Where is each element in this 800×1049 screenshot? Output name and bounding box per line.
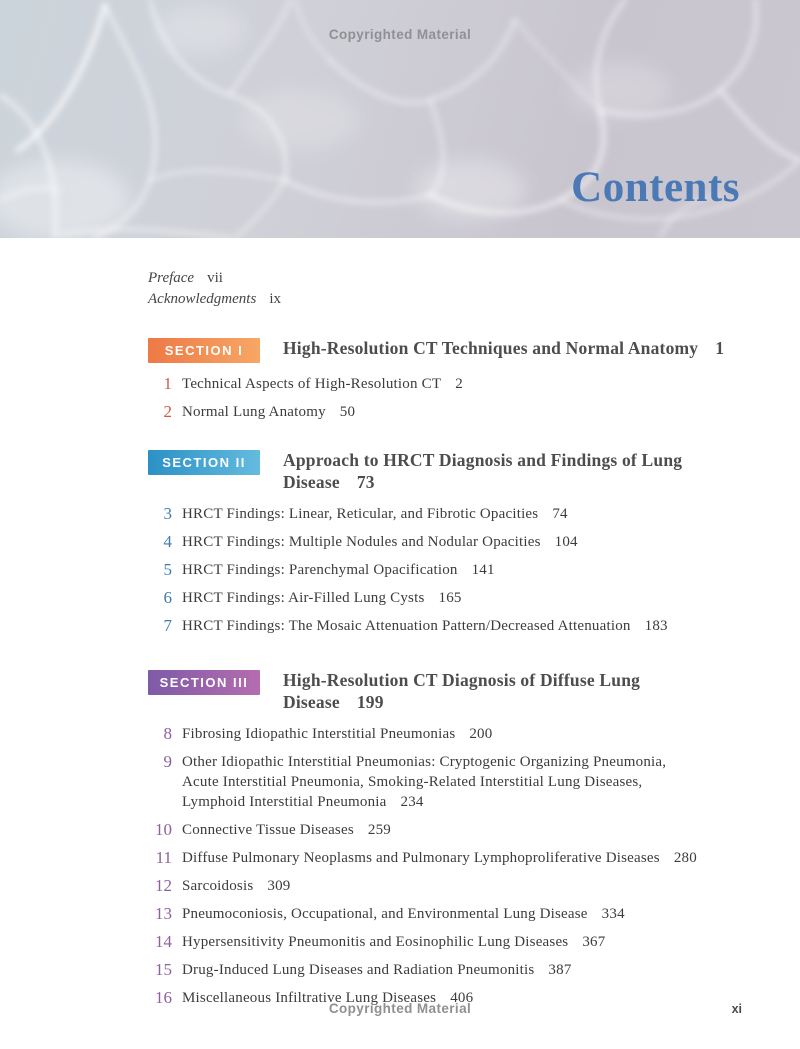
chapter-text xyxy=(182,848,697,868)
chapter-number: 9 xyxy=(163,752,172,771)
chapter-title: Diffuse Pulmonary Neoplasms and Pulmonary Lymphoproliferative Diseases xyxy=(182,850,660,866)
chapter-text xyxy=(182,616,668,636)
section-title xyxy=(283,336,724,360)
section-title-text: High-Resolution CT Techniques and Normal Anatomy xyxy=(283,338,699,358)
toc-chapter-entry xyxy=(148,588,748,608)
section-badge: SECTION I xyxy=(148,338,260,363)
section-page-number: 73 xyxy=(356,471,375,492)
chapter-title: Pneumoconiosis, Occupational, and Environmental Lung Disease xyxy=(182,906,588,922)
chapter-number: 15 xyxy=(155,960,172,979)
toc-chapter-entry xyxy=(148,876,748,896)
chapter-number: 1 xyxy=(163,374,172,393)
section-header xyxy=(148,448,748,493)
chapter-text xyxy=(182,724,492,744)
chapter-title: Connective Tissue Diseases xyxy=(182,822,354,838)
section-title xyxy=(283,668,733,713)
chapter-text xyxy=(182,752,666,812)
chapter-page-number: 259 xyxy=(367,822,391,838)
toc-chapter-entry xyxy=(148,504,748,524)
toc-section xyxy=(148,448,748,644)
chapter-title: Drug-Induced Lung Diseases and Radiation Pneumonitis xyxy=(182,962,535,978)
toc-chapter-entry xyxy=(148,932,748,952)
toc-section xyxy=(148,336,748,430)
chapter-text xyxy=(182,532,578,552)
toc-chapter-entry xyxy=(148,724,748,744)
chapter-title: Sarcoidosis xyxy=(182,878,254,894)
chapter-page-number: 234 xyxy=(400,794,424,810)
toc-section xyxy=(148,668,748,1016)
chapter-text xyxy=(182,932,605,952)
chapter-number: 2 xyxy=(163,402,172,421)
section-title-text: High-Resolution CT Diagnosis of Diffuse Lung Disease xyxy=(283,670,641,712)
toc-chapter-entry xyxy=(148,904,748,924)
chapter-page-number: 74 xyxy=(552,506,568,522)
chapter-text xyxy=(182,960,572,980)
chapter-page-number: 2 xyxy=(455,376,463,392)
chapter-title: HRCT Findings: Air-Filled Lung Cysts xyxy=(182,590,425,606)
chapter-number: 12 xyxy=(155,876,172,895)
chapter-title: Fibrosing Idiopathic Interstitial Pneumonias xyxy=(182,726,456,742)
folio-page-number: xi xyxy=(731,1002,742,1016)
section-title-text: Approach to HRCT Diagnosis and Findings of Lung Disease xyxy=(283,450,683,492)
section-header xyxy=(148,336,748,363)
chapter-number: 7 xyxy=(163,616,172,635)
front-matter-entry xyxy=(148,289,281,310)
chapter-number: 3 xyxy=(163,504,172,523)
chapter-title: HRCT Findings: Multiple Nodules and Nodular Opacities xyxy=(182,534,541,550)
chapter-title: Normal Lung Anatomy xyxy=(182,404,326,420)
toc-chapter-entry xyxy=(148,560,748,580)
front-matter-entry xyxy=(148,268,281,289)
chapter-title: HRCT Findings: Parenchymal Opacification xyxy=(182,562,458,578)
chapter-title: Hypersensitivity Pneumonitis and Eosinophilic Lung Diseases xyxy=(182,934,569,950)
chapter-page-number: 406 xyxy=(450,990,474,1006)
chapter-number: 13 xyxy=(155,904,172,923)
chapter-title: Other Idiopathic Interstitial Pneumonias: Cryptogenic Organizing Pneumonia, Acute Interstitial Pneumonia, Smoking-Related Interstitial Lung Diseases, Lymphoid Interstitial Pneumonia xyxy=(182,754,667,810)
chapter-number: 10 xyxy=(155,820,172,839)
chapter-list xyxy=(148,724,748,1008)
chapter-page-number: 50 xyxy=(339,404,356,420)
chapter-page-number: 183 xyxy=(644,618,668,634)
front-matter-title: Preface xyxy=(148,270,195,286)
chapter-list xyxy=(148,374,748,422)
chapter-number: 14 xyxy=(155,932,172,951)
chapter-text xyxy=(182,402,355,422)
section-badge: SECTION II xyxy=(148,450,260,475)
chapter-page-number: 367 xyxy=(582,934,606,950)
chapter-page-number: 104 xyxy=(554,534,578,550)
section-header xyxy=(148,668,748,713)
section-page-number: 199 xyxy=(356,691,384,712)
chapter-text xyxy=(182,904,625,924)
section-badge: SECTION III xyxy=(148,670,260,695)
chapter-text xyxy=(182,820,391,840)
chapter-number: 6 xyxy=(163,588,172,607)
chapter-text xyxy=(182,588,462,608)
chapter-title: HRCT Findings: Linear, Reticular, and Fibrotic Opacities xyxy=(182,506,539,522)
chapter-page-number: 387 xyxy=(548,962,572,978)
chapter-text xyxy=(182,374,463,394)
front-matter-list xyxy=(148,268,281,310)
chapter-title: HRCT Findings: The Mosaic Attenuation Pattern/Decreased Attenuation xyxy=(182,618,631,634)
toc-chapter-entry xyxy=(148,820,748,840)
front-matter-page-number: vii xyxy=(207,270,223,286)
header-band xyxy=(0,0,800,238)
page-title: Contents xyxy=(571,164,740,211)
chapter-number: 11 xyxy=(155,848,172,867)
chapter-page-number: 280 xyxy=(673,850,697,866)
front-matter-title: Acknowledgments xyxy=(148,291,257,307)
chapter-page-number: 165 xyxy=(438,590,462,606)
chapter-number: 4 xyxy=(163,532,172,551)
chapter-page-number: 141 xyxy=(471,562,495,578)
chapter-title: Miscellaneous Infiltrative Lung Diseases xyxy=(182,990,437,1006)
chapter-page-number: 309 xyxy=(267,878,291,894)
toc-chapter-entry xyxy=(148,752,748,812)
chapter-number: 5 xyxy=(163,560,172,579)
chapter-number: 16 xyxy=(155,988,172,1007)
toc-chapter-entry xyxy=(148,402,748,422)
chapter-page-number: 334 xyxy=(601,906,625,922)
chapter-text xyxy=(182,876,290,896)
toc-chapter-entry xyxy=(148,532,748,552)
toc-chapter-entry xyxy=(148,374,748,394)
chapter-number: 8 xyxy=(163,724,172,743)
toc-chapter-entry xyxy=(148,960,748,980)
chapter-title: Technical Aspects of High-Resolution CT xyxy=(182,376,442,392)
section-title xyxy=(283,448,682,493)
chapter-text xyxy=(182,504,568,524)
chapter-page-number: 200 xyxy=(469,726,493,742)
chapter-list xyxy=(148,504,748,636)
section-page-number: 1 xyxy=(715,338,725,358)
toc-chapter-entry xyxy=(148,848,748,868)
copyright-watermark-bottom: Copyrighted Material xyxy=(328,1001,472,1016)
copyright-watermark-top: Copyrighted Material xyxy=(328,27,472,42)
toc-chapter-entry xyxy=(148,616,748,636)
chapter-text xyxy=(182,560,495,580)
front-matter-page-number: ix xyxy=(269,291,281,307)
